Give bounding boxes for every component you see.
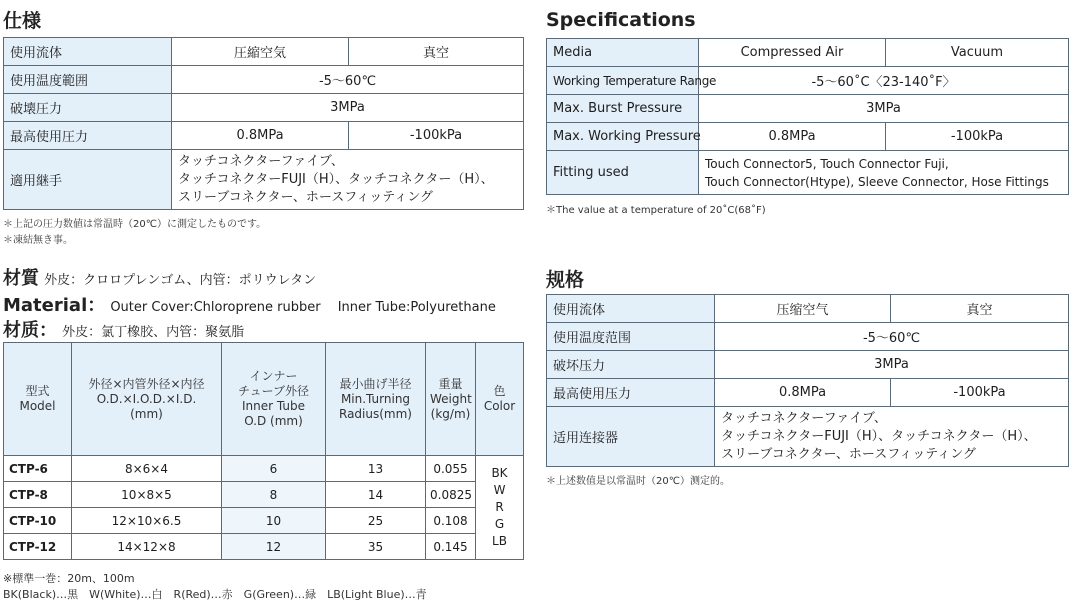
header-line: Min.Turning [340, 391, 411, 406]
jp-row-media [4, 38, 524, 66]
cn-row-media [547, 295, 1069, 323]
material-jp-title: 材質 [3, 268, 39, 289]
row-label: 使用流体 [547, 295, 715, 323]
row-label: Media [547, 39, 699, 67]
cn-spec-table [546, 294, 1069, 467]
cell-value: -5～60℃ [715, 323, 1069, 351]
dims-cell: 8×6×4 [72, 456, 222, 482]
en-row-maxpress [547, 123, 1069, 151]
material-cn-title: 材质： [3, 320, 57, 341]
cn-note: ＊上述数值是以常温时（20℃）测定的。 [546, 476, 730, 487]
material-cn [3, 316, 244, 342]
footer-colors: BK(Black)…黒 W(White)…白 R(Red)…赤 G(Green)…緑 LB(Light Blue)…青 [3, 588, 427, 601]
fitting-line: タッチコネクターファイブ、 [178, 153, 344, 169]
row-label: 使用流体 [4, 38, 172, 66]
cell-value: -5～60˚C〈23-140˚F〉 [699, 67, 1069, 95]
row-label: 最高使用压力 [547, 379, 715, 407]
dims-cell: 12×10×6.5 [72, 508, 222, 534]
header-radius [326, 343, 426, 456]
cell-value: 真空 [349, 38, 524, 66]
en-row-fitting [547, 151, 1069, 195]
inner-cell: 6 [222, 456, 326, 482]
cell-value: 真空 [891, 295, 1069, 323]
header-line: Color [483, 399, 516, 413]
footer-roll: ※標準一巻：20m、100m [3, 572, 135, 585]
model-cell: CTP-10 [4, 508, 72, 534]
fitting-line: スリーブコネクター、ホースフィッティング [178, 189, 433, 205]
model-cell: CTP-6 [4, 456, 72, 482]
jp-row-temp [4, 66, 524, 94]
cell-value: 3MPa [699, 95, 1069, 123]
cell-value: -5～60℃ [172, 66, 524, 94]
cell-value: 0.8MPa [699, 123, 886, 151]
color-code: W [493, 483, 506, 497]
jp-row-burst [4, 94, 524, 122]
color-cell [476, 456, 524, 560]
table-row [4, 482, 524, 508]
row-label: Working Temperature Range [547, 67, 699, 95]
header-line: (mm) [130, 406, 163, 421]
weight-cell: 0.0825 [426, 482, 476, 508]
material-jp [3, 264, 316, 290]
radius-cell: 35 [326, 534, 426, 560]
cell-value: 3MPa [172, 94, 524, 122]
en-row-media [547, 39, 1069, 67]
header-line: O.D (mm) [244, 414, 303, 428]
material-en [3, 291, 496, 317]
dims-cell: 10×8×5 [72, 482, 222, 508]
weight-cell: 0.108 [426, 508, 476, 534]
header-line: Model [19, 399, 56, 413]
cn-row-temp [547, 323, 1069, 351]
row-label: Max. Burst Pressure [547, 95, 699, 123]
fitting-line: タッチコネクターFUJI（H）、タッチコネクター（H）、 [721, 428, 1037, 444]
row-label: Max. Working Pressure [547, 123, 699, 151]
cell-value: 圧縮空気 [172, 38, 349, 66]
cell-value: 3MPa [715, 351, 1069, 379]
cell-value: Compressed Air [699, 39, 886, 67]
inner-cell: 12 [222, 534, 326, 560]
material-cn-text: 外皮：氯丁橡胶、内管：聚氨脂 [62, 325, 245, 340]
inner-cell: 8 [222, 482, 326, 508]
cell-value: 压缩空气 [715, 295, 891, 323]
fitting-line: Touch Connector(Htype), Sleeve Connector, Hose Fittings [705, 174, 1049, 189]
row-label: 適用継手 [4, 150, 172, 210]
header-line: (kg/m) [430, 406, 471, 421]
note-line: ＊凍結無き事。 [3, 235, 73, 246]
header-line: 型式 [25, 384, 50, 398]
fitting-line: タッチコネクターFUJI（H）、タッチコネクター（H）、 [178, 171, 494, 187]
header-line: チューブ外径 [237, 384, 310, 398]
jp-notes [3, 217, 266, 249]
row-label: Fitting used [547, 151, 699, 195]
header-line: 色 [493, 384, 506, 398]
material-jp-text: 外皮：クロロプレンゴム、内管：ポリウレタン [44, 273, 317, 288]
table-row [4, 456, 524, 482]
header-color [476, 343, 524, 456]
cell-value: -100kPa [891, 379, 1069, 407]
cell-value: 0.8MPa [172, 122, 349, 150]
weight-cell: 0.055 [426, 456, 476, 482]
dims-cell: 14×12×8 [72, 534, 222, 560]
radius-cell: 25 [326, 508, 426, 534]
en-spec-table [546, 38, 1069, 195]
model-table-header [4, 343, 524, 456]
jp-spec-title: 仕様 [3, 10, 42, 32]
cell-value: -100kPa [349, 122, 524, 150]
color-code: LB [492, 534, 507, 548]
cn-row-fitting [547, 407, 1069, 467]
color-code: R [495, 500, 504, 514]
row-label: 使用温度範囲 [4, 66, 172, 94]
header-dims [72, 343, 222, 456]
row-label: 最高使用圧力 [4, 122, 172, 150]
en-note: ＊The value at a temperature of 20˚C(68˚F) [546, 205, 766, 216]
header-line: 外径×内管外径×内径 [88, 376, 205, 391]
cn-spec-title: 规格 [546, 269, 585, 291]
inner-cell: 10 [222, 508, 326, 534]
header-line: 最小曲げ半径 [339, 376, 412, 391]
header-line: Inner Tube [242, 399, 305, 413]
en-row-temp [547, 67, 1069, 95]
cell-value: Vacuum [886, 39, 1069, 67]
table-row [4, 534, 524, 560]
fitting-line: Touch Connector5, Touch Connector Fuji, [705, 156, 949, 171]
radius-cell: 13 [326, 456, 426, 482]
header-inner [222, 343, 326, 456]
row-label: 适用连接器 [547, 407, 715, 467]
header-line: インナー [249, 369, 298, 383]
header-line: Radius(mm) [339, 406, 412, 421]
cell-value [172, 150, 524, 210]
cell-value [699, 151, 1069, 195]
row-label: 破壊圧力 [4, 94, 172, 122]
header-line: O.D.×I.O.D.×I.D. [96, 391, 197, 406]
cn-row-burst [547, 351, 1069, 379]
jp-spec-table [3, 37, 524, 210]
row-label: 破坏压力 [547, 351, 715, 379]
weight-cell: 0.145 [426, 534, 476, 560]
jp-row-fitting [4, 150, 524, 210]
radius-cell: 14 [326, 482, 426, 508]
header-line: 重量 [438, 376, 463, 391]
en-row-burst [547, 95, 1069, 123]
color-code: BK [491, 466, 508, 480]
en-spec-title: Specifications [546, 9, 696, 31]
material-en-text: Outer Cover:Chloroprene rubber Inner Tube:Polyurethane [110, 300, 496, 315]
fitting-line: スリーブコネクター、ホースフィッティング [721, 446, 976, 462]
color-code: G [494, 517, 505, 531]
jp-row-maxpress [4, 122, 524, 150]
cell-value: 0.8MPa [715, 379, 891, 407]
cn-row-maxpress [547, 379, 1069, 407]
model-cell: CTP-12 [4, 534, 72, 560]
model-cell: CTP-8 [4, 482, 72, 508]
header-line: Weight [430, 391, 472, 406]
cell-value [715, 407, 1069, 467]
row-label: 使用温度范围 [547, 323, 715, 351]
table-row [4, 508, 524, 534]
cell-value: -100kPa [886, 123, 1069, 151]
fitting-line: タッチコネクターファイブ、 [721, 410, 887, 426]
material-en-title: Material： [3, 295, 106, 316]
header-model [4, 343, 72, 456]
model-table [3, 342, 524, 560]
note-line: ＊上記の圧力数値は常温時（20℃）に測定したものです。 [3, 219, 267, 230]
header-weight [426, 343, 476, 456]
